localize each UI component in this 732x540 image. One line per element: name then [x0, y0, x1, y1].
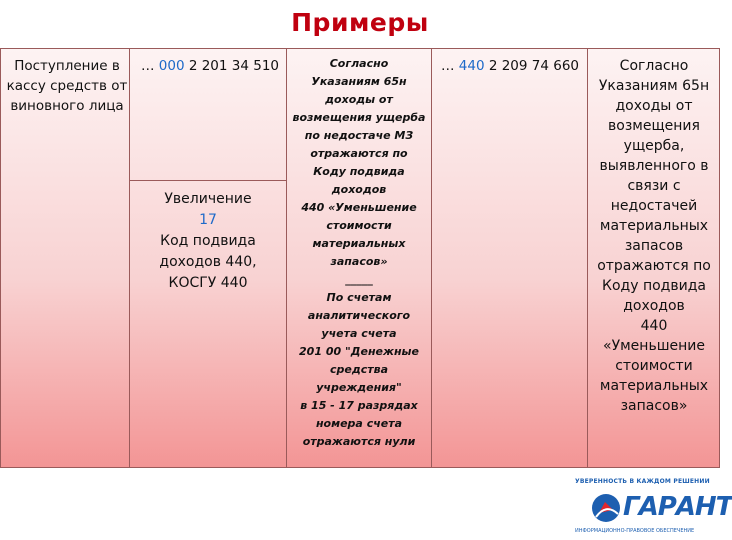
text-line: Коду подвида [602, 278, 706, 294]
note-text-1 [288, 55, 430, 451]
text-line: материальных [599, 378, 709, 394]
text-line: материальных [599, 218, 709, 234]
text-line: 440 [640, 318, 668, 334]
text-line: запасов [624, 238, 684, 254]
table-cell-account-2 [431, 48, 588, 468]
text-line: средства [329, 363, 389, 376]
text-line: возмещения ущерба [292, 111, 426, 124]
text-line: Код подвида [160, 233, 256, 249]
text-line-highlight: 17 [199, 212, 217, 228]
text-line: в 15 - 17 разрядах [300, 399, 418, 412]
text-line: виновного лица [10, 98, 124, 114]
text-line: связи с [627, 178, 681, 194]
text-line: доходов [331, 183, 387, 196]
logo-tagline: УВЕРЕННОСТЬ В КАЖДОМ РЕШЕНИИ [575, 478, 710, 485]
text-line: Коду подвида [313, 165, 405, 178]
text-line: возмещения [608, 118, 700, 134]
text-line: «Уменьшение [603, 338, 705, 354]
text-line: аналитического [307, 309, 411, 322]
text-line: Указаниям 65н [311, 75, 407, 88]
text-line: Указаниям 65н [598, 78, 710, 94]
code-highlight: 440 [458, 58, 485, 74]
text-line: запасов» [330, 255, 388, 268]
text-line: _____ [345, 273, 373, 286]
garant-logo [575, 478, 732, 538]
text-line: 440 «Уменьшение [301, 201, 417, 214]
text-line: 201 00 "Денежные [299, 345, 419, 358]
text-line: доходы от [325, 93, 393, 106]
text-line: недостачей [610, 198, 698, 214]
text-line: доходы от [615, 98, 693, 114]
text-line: Увеличение [164, 191, 252, 207]
text-line: доходов 440, [159, 254, 257, 270]
text-line: отражаются нули [302, 435, 416, 448]
text-line: выявленного в [599, 158, 709, 174]
account-code-1 [135, 56, 285, 76]
text-line: ущерба, [623, 138, 685, 154]
text-line: кассу средств от [6, 78, 128, 94]
account-code-2 [434, 56, 586, 76]
code-highlight: 000 [158, 58, 185, 74]
text-line: Поступление в [14, 58, 120, 74]
text-line: учреждения" [316, 381, 402, 394]
text-line: Согласно [619, 58, 689, 74]
text-line: стоимости [615, 358, 693, 374]
code-prefix: … [140, 58, 159, 74]
text-line: отражаются по [310, 147, 408, 160]
text-line: учета счета [321, 327, 397, 340]
text-line: доходов [623, 298, 685, 314]
text-line: номера счета [315, 417, 403, 430]
logo-subline: ИНФОРМАЦИОННО-ПРАВОВОЕ ОБЕСПЕЧЕНИЕ [575, 528, 695, 534]
text-line: Согласно [329, 57, 389, 70]
code-suffix: 2 201 34 510 [184, 58, 280, 74]
text-line: стоимости [326, 219, 392, 232]
text-line: материальных [312, 237, 406, 250]
text-line: По счетам [326, 291, 392, 304]
code-suffix: 2 209 74 660 [484, 58, 580, 74]
text-line: по недостаче МЗ [304, 129, 414, 142]
text-line: отражаются по [597, 258, 711, 274]
operation-text [4, 56, 130, 116]
logo-brand: ГАРАНТ [623, 492, 732, 522]
page-title: Примеры [291, 8, 429, 37]
note-text-2 [590, 56, 718, 416]
text-line: запасов» [620, 398, 688, 414]
garant-logo-mark-icon [591, 491, 621, 525]
code-prefix: … [440, 58, 459, 74]
text-line: КОСГУ 440 [168, 275, 248, 291]
examples-table [0, 48, 720, 468]
increase-text [131, 189, 285, 294]
